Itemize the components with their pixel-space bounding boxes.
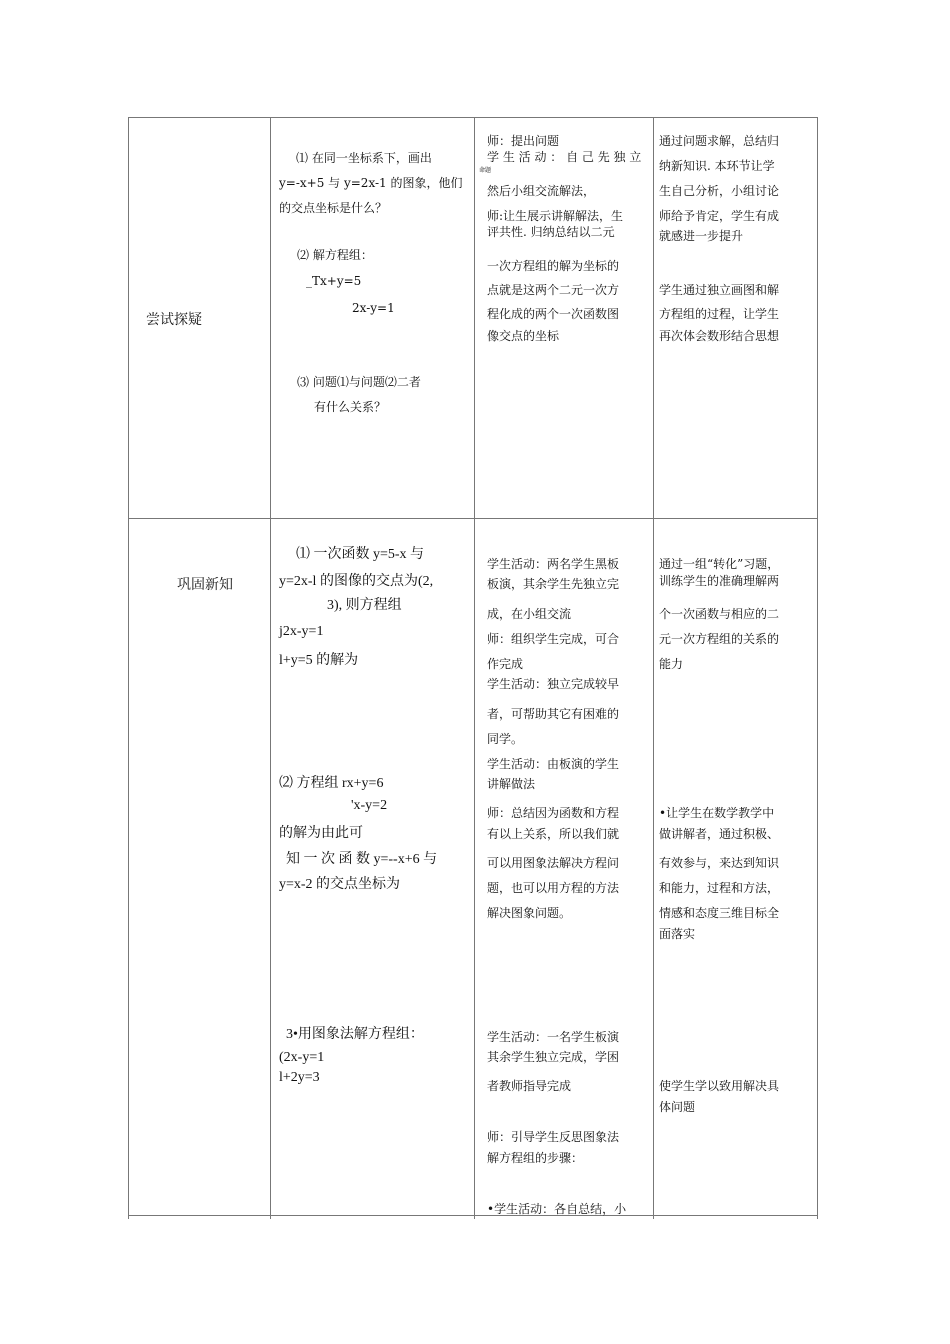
activity-line: 解方程组的步骤： xyxy=(487,1151,584,1165)
table-top-border xyxy=(128,117,818,118)
column-divider xyxy=(270,117,271,1219)
exercise-1-line: 3), 则方程组 xyxy=(327,598,402,613)
exercise-3-line: (2x-y=1 xyxy=(279,1050,325,1065)
intent-line: 通过一组“转化”习题， xyxy=(659,557,780,571)
exercise-3-line: l+2y=3 xyxy=(279,1070,320,1085)
activity-line: •学生活动：各自总结，小 xyxy=(487,1202,627,1216)
activity-line: 讲解做法 xyxy=(487,777,536,791)
intent-line: 就感进一步提升 xyxy=(659,229,744,243)
activity-line: 题，也可以用方程的方法 xyxy=(487,881,620,895)
column-divider xyxy=(653,117,654,1219)
activity-line: 师：提出问题 xyxy=(487,134,560,148)
activity-line: 其余学生独立完成，学困 xyxy=(487,1050,620,1064)
activity-line: 者教师指导完成 xyxy=(487,1079,572,1093)
stage-label-explore: 尝试探疑 xyxy=(146,313,202,328)
intent-line: 元一次方程组的关系的 xyxy=(659,632,780,646)
question-1-line: 的交点坐标是什么？ xyxy=(279,201,388,215)
activity-line: 有以上关系，所以我们就 xyxy=(487,827,620,841)
intent-line: 有效参与，来达到知识 xyxy=(659,856,780,870)
question-1-line: ⑴ 在同一坐标系下，画出 xyxy=(296,151,432,165)
intent-line: 使学生学以致用解决具 xyxy=(659,1079,780,1093)
intent-line: 能力 xyxy=(659,657,684,671)
activity-footnote: 命题 xyxy=(479,167,492,174)
exercise-2-line: y=x-2 的交点坐标为 xyxy=(279,877,401,892)
exercise-2-line: 'x-y=2 xyxy=(351,798,388,813)
column-divider xyxy=(474,117,475,1219)
activity-line: 者，可帮助其它有困难的 xyxy=(487,707,620,721)
question-1-line: y=-x+5 与 y=2x-1 的图象，他们 xyxy=(279,176,463,190)
activity-line: 学 生 活 动 ： 自 己 先 独 立 xyxy=(487,150,642,164)
intent-line: 生自己分析，小组讨论 xyxy=(659,184,780,198)
activity-line: 学生活动：一名学生板演 xyxy=(487,1030,620,1044)
intent-line: 再次体会数形结合思想 xyxy=(659,329,780,343)
activity-line: 师:让生展示讲解解法，生 xyxy=(487,209,624,223)
activity-line: 一次方程组的解为坐标的 xyxy=(487,259,620,273)
intent-line: •让学生在数学教学中 xyxy=(659,806,775,820)
activity-line: 程化成的两个一次函数图 xyxy=(487,307,620,321)
question-2-line: ⑵ 解方程组： xyxy=(297,248,373,262)
intent-line: 纳新知识. 本环节让学 xyxy=(659,159,775,173)
activity-line: 解决图象问题。 xyxy=(487,906,572,920)
activity-line: 作完成 xyxy=(487,657,524,671)
table-bottom-border xyxy=(128,1215,818,1216)
activity-line: 同学。 xyxy=(487,732,524,746)
exercise-1-line: ⑴ 一次函数 y=5-x 与 xyxy=(296,547,425,562)
stage-label-consolidate: 巩固新知 xyxy=(177,578,233,593)
activity-line: 点就是这两个二元一次方 xyxy=(487,283,620,297)
intent-line: 和能力，过程和方法， xyxy=(659,881,780,895)
activity-line: 学生活动：独立完成较早 xyxy=(487,677,620,691)
intent-line: 体问题 xyxy=(659,1100,696,1114)
equation-line: _Tx+y=5 xyxy=(306,274,362,288)
exercise-2-line: ⑵ 方程组 rx+y=6 xyxy=(279,776,384,791)
activity-line: 像交点的坐标 xyxy=(487,329,560,343)
activity-line: 学生活动：两名学生黑板 xyxy=(487,557,620,571)
intent-line: 训练学生的准确理解两 xyxy=(659,574,780,588)
intent-line: 情感和态度三维目标全 xyxy=(659,906,780,920)
intent-line: 做讲解者，通过积极、 xyxy=(659,827,780,841)
exercise-1-line: l+y=5 的解为 xyxy=(279,653,359,668)
exercise-2-line: 知 一 次 函 数 y=--x+6 与 xyxy=(286,852,438,867)
exercise-2-line: 的解为由此可 xyxy=(279,826,363,841)
row-divider xyxy=(128,518,818,519)
activity-line: 师：组织学生完成，可合 xyxy=(487,632,620,646)
intent-line: 个一次函数与相应的二 xyxy=(659,607,780,621)
activity-line: 学生活动：由板演的学生 xyxy=(487,757,620,771)
intent-line: 面落实 xyxy=(659,927,696,941)
activity-line: 成，在小组交流 xyxy=(487,607,572,621)
question-3-line: ⑶ 问题⑴与问题⑵二者 xyxy=(297,375,421,389)
equation-line: 2x-y=1 xyxy=(352,301,395,315)
activity-line: 师：总结因为函数和方程 xyxy=(487,806,620,820)
exercise-1-line: y=2x-l 的图像的交点为(2, xyxy=(279,574,434,589)
activity-line: 师：引导学生反思图象法 xyxy=(487,1130,620,1144)
intent-line: 方程组的过程，让学生 xyxy=(659,307,780,321)
intent-line: 通过问题求解，总结归 xyxy=(659,134,780,148)
intent-line: 师给予肯定，学生有成 xyxy=(659,209,780,223)
table-left-border xyxy=(128,117,129,1219)
exercise-1-line: j2x-y=1 xyxy=(279,624,324,639)
table-right-border xyxy=(817,117,818,1219)
activity-line: 评共性. 归纳总结以二元 xyxy=(487,225,615,239)
question-3-line: 有什么关系？ xyxy=(314,400,387,414)
activity-line: 然后小组交流解法， xyxy=(487,184,596,198)
intent-line: 学生通过独立画图和解 xyxy=(659,283,780,297)
activity-line: 板演，其余学生先独立完 xyxy=(487,577,620,591)
exercise-3-line: 3•用图象法解方程组： xyxy=(286,1027,424,1042)
activity-line: 可以用图象法解决方程问 xyxy=(487,856,620,870)
